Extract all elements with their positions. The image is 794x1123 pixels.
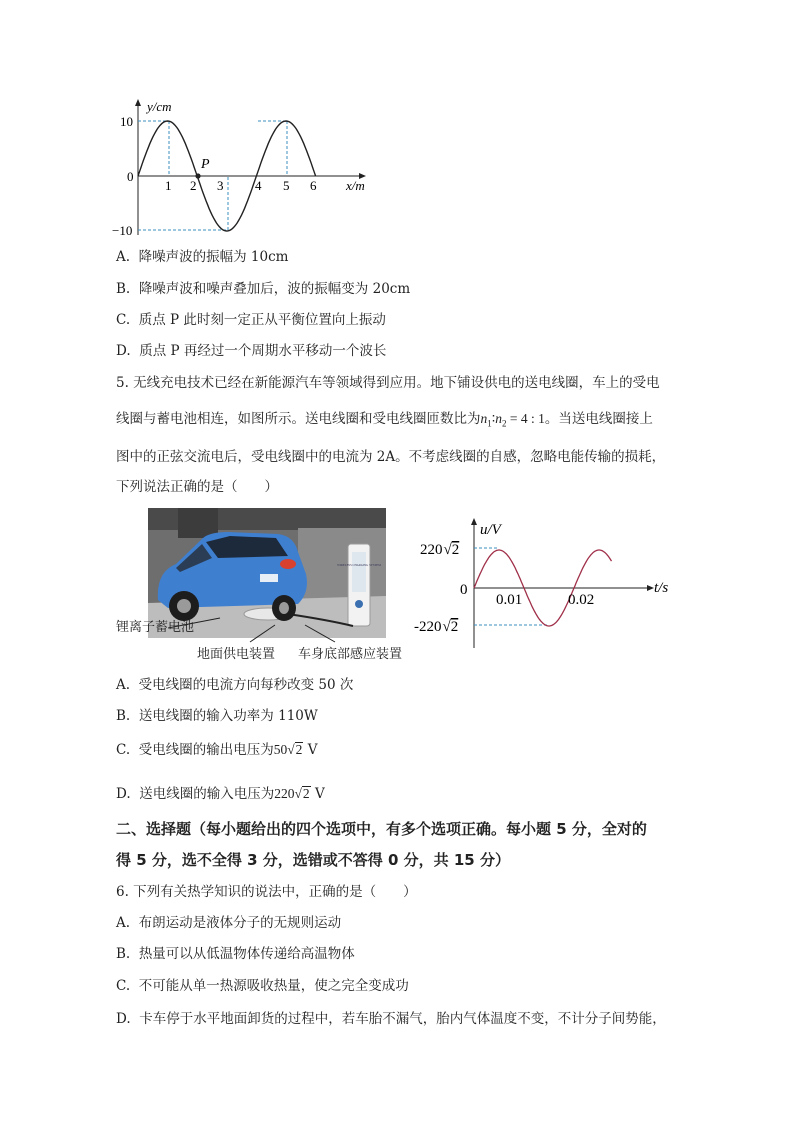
t-tick-001: 0.01 (496, 592, 523, 608)
y-axis-arrow (135, 99, 141, 106)
x-tick-3: 3 (217, 178, 224, 193)
x-tick-1: 1 (165, 178, 172, 193)
caption-body-induction: 车身底部感应装置 (298, 647, 403, 662)
caption-ground-supply: 地面供电装置 (197, 647, 276, 662)
x-tick-2: 2 (190, 178, 197, 193)
q5-stem-line3: 图中的正弦交流电后，受电线圈中的电流为 2A。不考虑线圈的自感，忽略电能传输的损耗， (116, 449, 666, 465)
charger-sign: WIRELESS CHARGING SYSTEM (337, 563, 381, 567)
u-tick-trough: -220√2 (414, 619, 459, 635)
u-axis-label: u/V (480, 522, 501, 538)
q5-option-b: B. 送电线圈的输入功率为 110W (116, 708, 318, 724)
y-axis-label: y/cm (147, 99, 172, 114)
q5-stem-line4: 下列说法正确的是（ ） (116, 479, 278, 495)
t-axis-label: t/s (654, 580, 669, 596)
u-tick-zero: 0 (460, 582, 468, 598)
q6-option-c: C. 不可能从单一热源吸收热量，使之完全变成功 (116, 978, 409, 994)
q6-option-a: A. 布朗运动是液体分子的无规则运动 (116, 915, 342, 931)
q6-option-b: B. 热量可以从低温物体传递给高温物体 (116, 946, 355, 962)
t-tick-002: 0.02 (568, 592, 595, 608)
t-axis-arrow (647, 585, 654, 591)
q6-stem: 6. 下列有关热学知识的说法中，正确的是（ ） (116, 884, 417, 900)
q4-option-b: B. 降噪声波和噪声叠加后，波的振幅变为 20cm (116, 281, 411, 297)
x-tick-5: 5 (283, 178, 290, 193)
wave-graph (110, 95, 390, 245)
q4-option-d: D. 质点 P 再经过一个周期水平移动一个波长 (116, 343, 387, 359)
y-tick-10: 10 (120, 114, 133, 129)
q5-stem-line2: 线圈与蓄电池相连，如图所示。送电线圈和受电线圈匝数比为$n_1∶n_2 = 4$ : 1。当送电线圈接上 (116, 411, 653, 429)
section2-heading-line2: 得 5 分，选不全得 3 分，选错或不答得 0 分，共 15 分） (116, 851, 510, 869)
u-tick-peak: 220√2 (420, 542, 460, 558)
q4-option-a: A. 降噪声波的振幅为 10cm (116, 249, 289, 265)
q4-option-c: C. 质点 P 此时刻一定正从平衡位置向上振动 (116, 312, 386, 328)
x-tick-4: 4 (255, 178, 262, 193)
q5-option-c: C. 受电线圈的输出电压为50√2 V (116, 742, 318, 758)
q5-option-d: D. 送电线圈的输入电压为220√2 V (116, 786, 325, 802)
point-p-label: P (201, 157, 210, 172)
x-axis-label: x/m (346, 178, 365, 193)
y-tick-neg10: −10 (112, 223, 133, 238)
turns-ratio: $n_1∶n_2 = 4$ : 1 (480, 411, 545, 429)
q5-option-a: A. 受电线圈的电流方向每秒改变 50 次 (116, 677, 354, 693)
u-axis-arrow (471, 518, 477, 525)
q5-stem-line1: 5. 无线充电技术已经在新能源汽车等领域得到应用。地下铺设供电的送电线圈，车上的受电 (116, 375, 660, 391)
ac-voltage-graph (410, 512, 680, 652)
q6-option-d: D. 卡车停于水平地面卸货的过程中，若车胎不漏气，胎内气体温度不变，不计分子间势能， (116, 1011, 666, 1027)
x-tick-6: 6 (310, 178, 317, 193)
y-tick-0: 0 (127, 169, 134, 184)
caption-battery: 锂离子蓄电池 (116, 620, 195, 635)
section2-heading-line1: 二、选择题（每小题给出的四个选项中，有多个选项正确。每小题 5 分，全对的 (116, 820, 647, 838)
